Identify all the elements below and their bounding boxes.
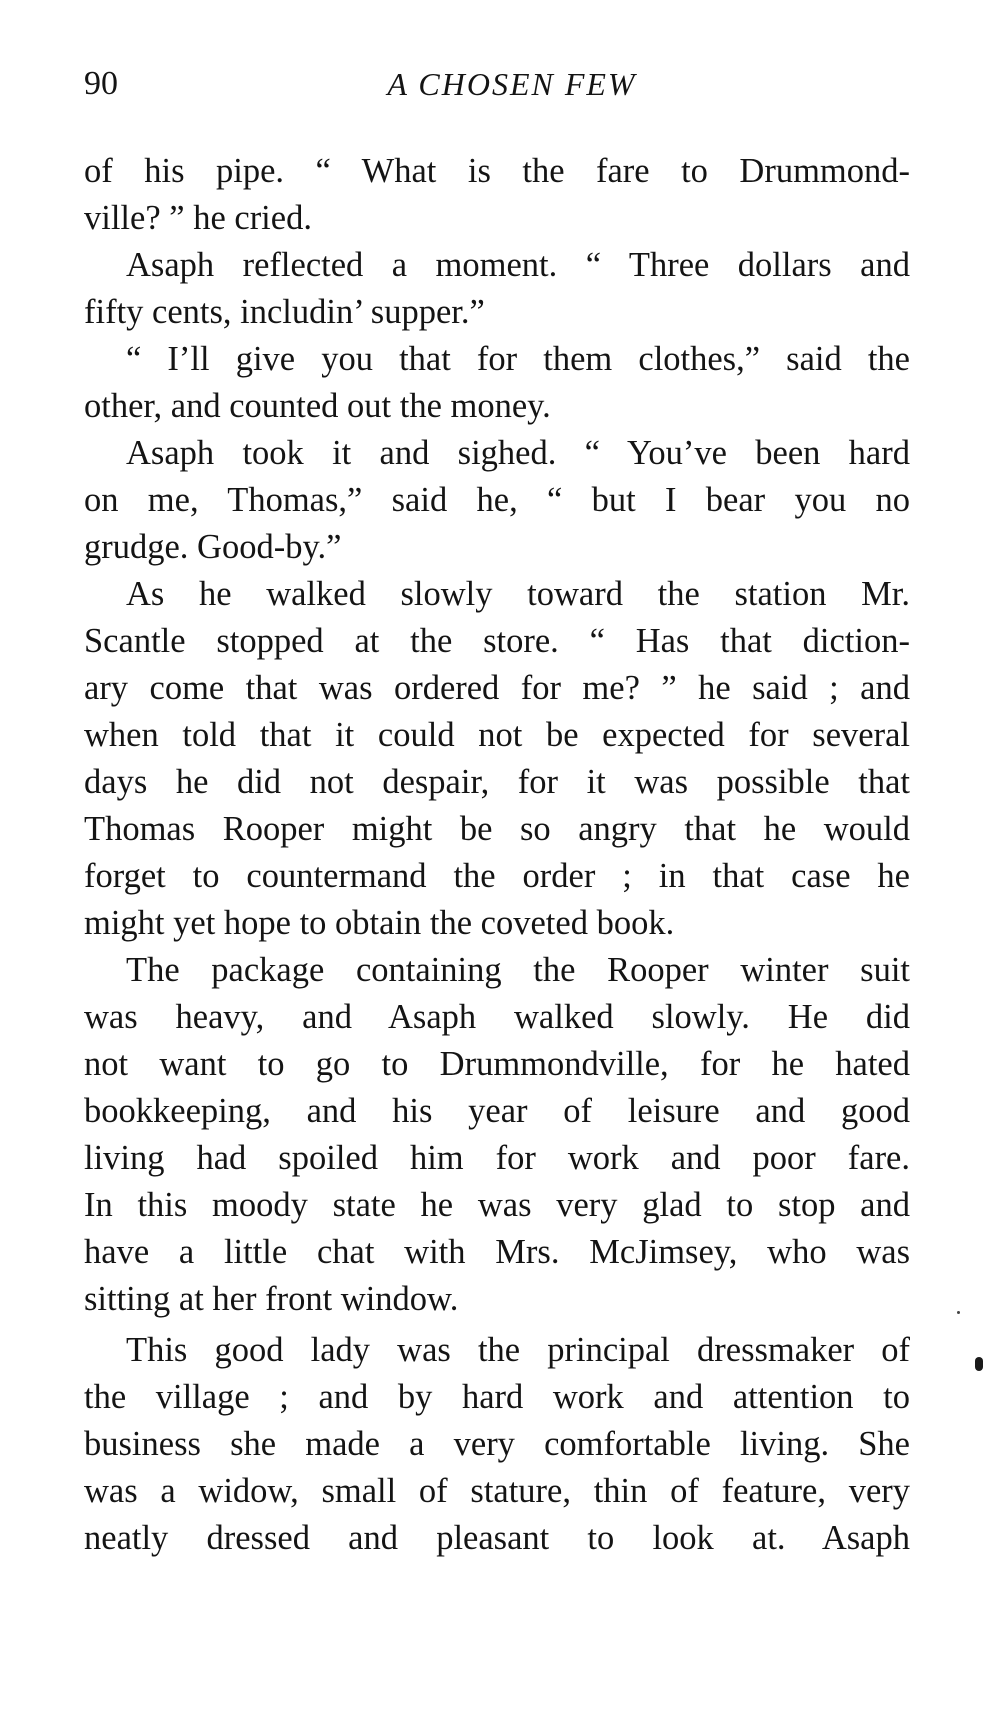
text-line: business she made a very comfortable living. She (84, 1425, 910, 1463)
text-line: living had spoiled him for work and poor fare. (84, 1139, 910, 1177)
body-text (84, 148, 910, 1562)
running-head (84, 64, 910, 104)
text-line: grudge. Good-by.” (84, 528, 342, 566)
text-line: might yet hope to obtain the coveted book. (84, 904, 675, 942)
text-line: on me, Thomas,” said he, “ but I bear you no (84, 481, 910, 519)
text-line: the village ; and by hard work and attention to (84, 1378, 910, 1416)
text-line: Asaph took it and sighed. “ You’ve been hard (126, 434, 910, 472)
text-line: Thomas Rooper might be so angry that he would (84, 810, 910, 848)
text-line: forget to countermand the order ; in that case he (84, 857, 910, 895)
text-line: ville? ” he cried. (84, 199, 312, 237)
print-speck (957, 1311, 960, 1314)
text-line: In this moody state he was very glad to stop and (84, 1186, 910, 1224)
text-line: have a little chat with Mrs. McJimsey, who was (84, 1233, 910, 1271)
text-line: sitting at her front window. (84, 1280, 459, 1318)
text-line: As he walked slowly toward the station Mr. (126, 575, 910, 613)
text-line: The package containing the Rooper winter suit (126, 951, 910, 989)
text-line: Scantle stopped at the store. “ Has that diction- (84, 622, 910, 660)
text-line: neatly dressed and pleasant to look at. Asaph (84, 1519, 910, 1557)
text-line: other, and counted out the money. (84, 387, 551, 425)
text-line: fifty cents, includin’ supper.” (84, 293, 485, 331)
page-number: 90 (84, 65, 118, 102)
text-line: days he did not despair, for it was possible that (84, 763, 910, 801)
text-line: Asaph reflected a moment. “ Three dollars and (126, 246, 910, 284)
book-title: A CHOSEN FEW (387, 66, 637, 102)
text-line: bookkeeping, and his year of leisure and good (84, 1092, 910, 1130)
text-line: ary come that was ordered for me? ” he said ; and (84, 669, 910, 707)
text-line: when told that it could not be expected for several (84, 716, 910, 754)
text-line: This good lady was the principal dressmaker of (126, 1331, 910, 1369)
text-line: was heavy, and Asaph walked slowly. He did (84, 998, 910, 1036)
text-line: was a widow, small of stature, thin of feature, very (84, 1472, 910, 1510)
ink-smudge (975, 1357, 983, 1371)
text-line: “ I’ll give you that for them clothes,” said the (126, 340, 910, 378)
text-line: of his pipe. “ What is the fare to Drummond- (84, 152, 910, 190)
text-line: not want to go to Drummondville, for he hated (84, 1045, 910, 1083)
